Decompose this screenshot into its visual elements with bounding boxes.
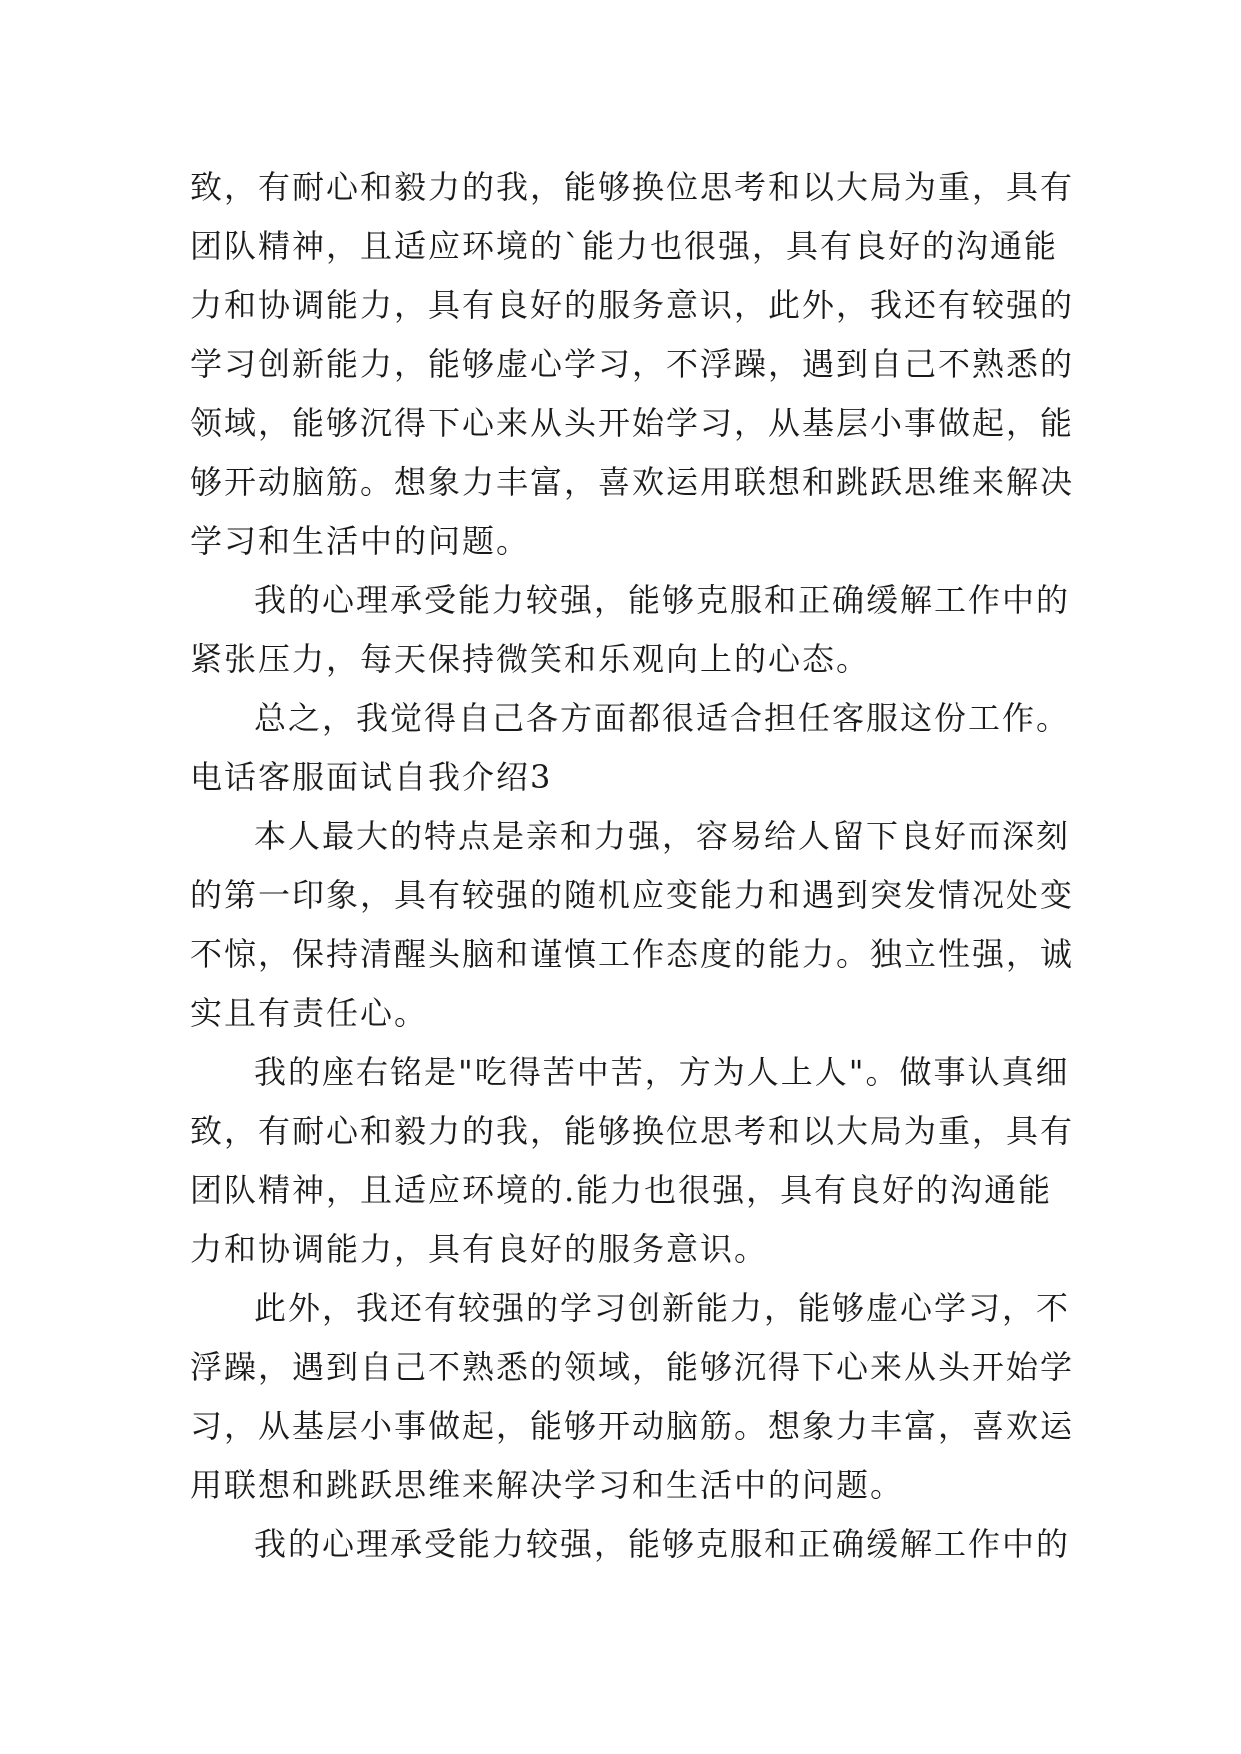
text-line: 我的心理承受能力较强，能够克服和正确缓解工作中的 [254,1525,1071,1563]
document-body [190,158,1075,1574]
text-line: 够开动脑筋。想象力丰富，喜欢运用联想和跳跃思维来解决 [190,463,1075,501]
text-line: 总之，我觉得自己各方面都很适合担任客服这份工作。 [254,699,1071,737]
text-line: 团队精神，且适应环境的.能力也很强，具有良好的沟通能 [190,1171,1053,1209]
text-line: 不惊，保持清醒头脑和谨慎工作态度的能力。独立性强，诚 [190,935,1075,973]
text-line: 实且有责任心。 [190,994,429,1032]
text-line: 力和协调能力，具有良好的服务意识，此外，我还有较强的 [190,286,1075,324]
text-line: 致，有耐心和毅力的我，能够换位思考和以大局为重，具有 [190,1112,1075,1150]
text-line: 我的心理承受能力较强，能够克服和正确缓解工作中的 [254,581,1071,619]
text-line: 领域，能够沉得下心来从头开始学习，从基层小事做起，能 [190,404,1075,442]
text-line: 用联想和跳跃思维来解决学习和生活中的问题。 [190,1466,905,1504]
text-line: 浮躁，遇到自己不熟悉的领域，能够沉得下心来从头开始学 [190,1348,1075,1386]
text-line: 本人最大的特点是亲和力强，容易给人留下良好而深刻 [254,817,1071,855]
text-line: 致，有耐心和毅力的我，能够换位思考和以大局为重，具有 [190,168,1075,206]
text-line: 力和协调能力，具有良好的服务意识。 [190,1230,769,1268]
text-line: 学习和生活中的问题。 [190,522,531,560]
text-line: 学习创新能力，能够虚心学习，不浮躁，遇到自己不熟悉的 [190,345,1075,383]
text-line: 我的座右铭是"吃得苦中苦，方为人上人"。做事认真细 [254,1053,1070,1091]
text-line: 的第一印象，具有较强的随机应变能力和遇到突发情况处变 [190,876,1075,914]
text-line: 紧张压力，每天保持微笑和乐观向上的心态。 [190,640,871,678]
text-line: 习，从基层小事做起，能够开动脑筋。想象力丰富，喜欢运 [190,1407,1075,1445]
text-line: 电话客服面试自我介绍3 [190,758,553,796]
text-line: 团队精神，且适应环境的`能力也很强，具有良好的沟通能 [190,227,1059,265]
text-line: 此外，我还有较强的学习创新能力，能够虚心学习，不 [254,1289,1071,1327]
